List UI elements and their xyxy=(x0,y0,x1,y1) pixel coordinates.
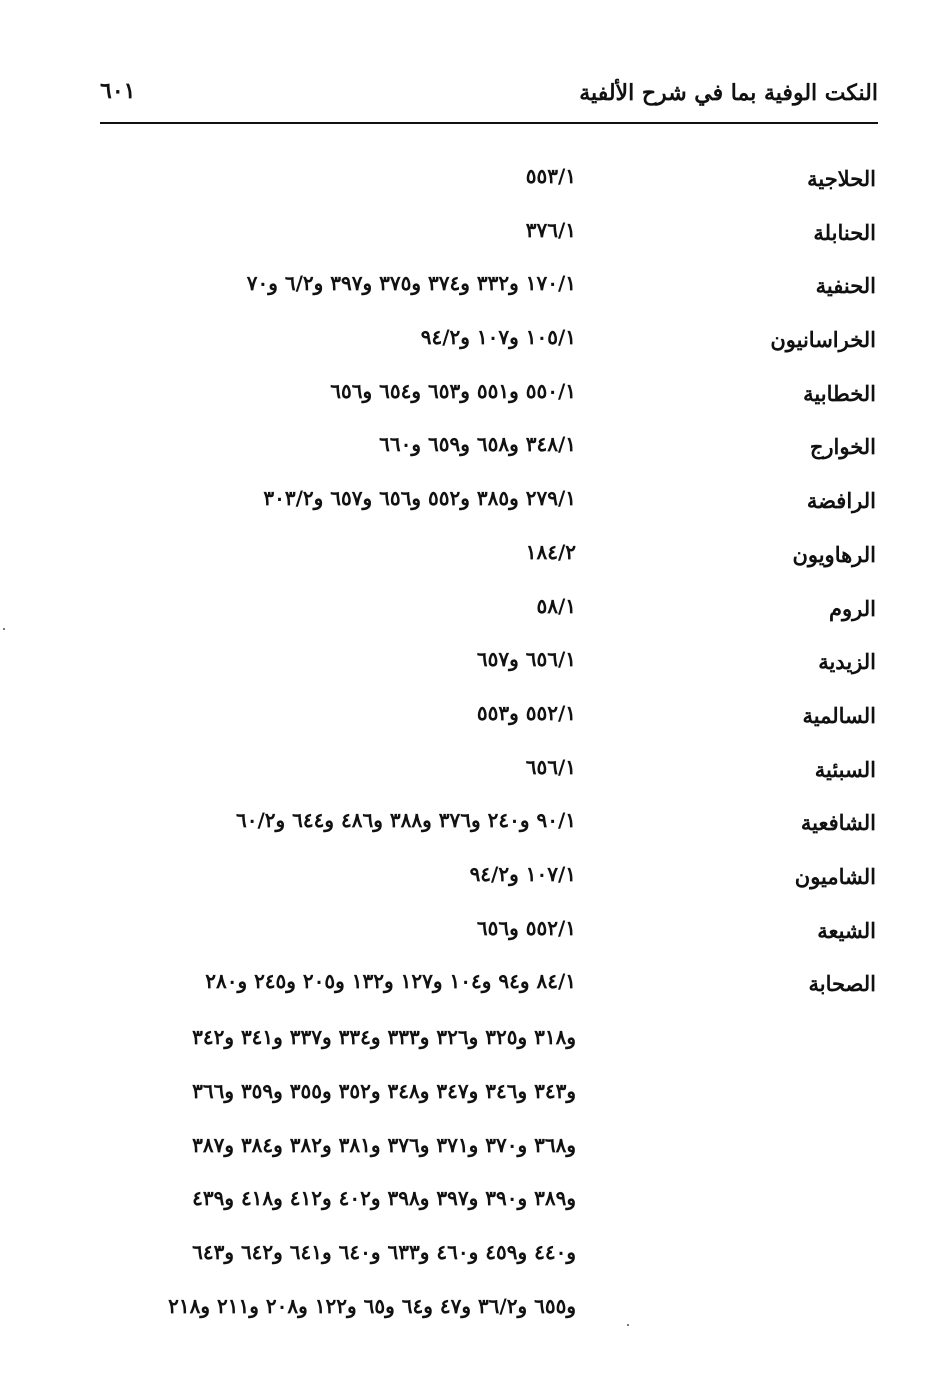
index-entry xyxy=(98,580,878,634)
index-refs: ٩٠/١ و٢٤٠ و٣٧٦ و٣٨٨ و٤٨٦ و٦٤٤ و٦٠/٢ xyxy=(236,808,576,833)
index-refs-continuation xyxy=(98,1009,878,1063)
index-term: السالمية xyxy=(802,702,876,728)
index-entry xyxy=(98,418,878,472)
scan-speck xyxy=(627,1324,629,1326)
index-refs: ٨٤/١ و٩٤ و١٠٤ و١٢٧ و١٣٢ و٢٠٥ و٢٤٥ و٢٨٠ xyxy=(205,969,576,994)
index-entry xyxy=(98,902,878,956)
index-refs-line: و٣٨٩ و٣٩٠ و٣٩٧ و٣٩٨ و٤٠٢ و٤١٢ و٤١٨ و٤٣٩ xyxy=(192,1186,576,1211)
index-entry xyxy=(98,687,878,741)
index-refs: ٥٥٣/١ xyxy=(525,164,576,188)
index-term: الصحابة xyxy=(808,971,876,997)
page-number: ٦٠١ xyxy=(100,78,136,104)
index-term: الحنفية xyxy=(815,273,876,299)
index-term: الشاميون xyxy=(794,863,876,889)
index-entry xyxy=(98,204,878,258)
running-title: النكت الوفية بما في شرح الألفية xyxy=(579,80,878,106)
index-refs: ٥٥٢/١ و٥٥٣ xyxy=(476,700,576,725)
index-entry xyxy=(98,794,878,848)
index-term: الحلاجية xyxy=(807,166,876,191)
index-entry xyxy=(98,257,878,311)
index-term: الرافضة xyxy=(806,488,876,514)
index-term: الحنابلة xyxy=(813,219,876,245)
page-header xyxy=(98,74,878,124)
index-refs: ١٠٧/١ و٩٤/٢ xyxy=(469,861,576,886)
index-refs-continuation xyxy=(98,1278,878,1332)
index-refs-continuation xyxy=(98,1063,878,1117)
index-term: الزيدية xyxy=(818,649,876,675)
index-refs: ٣٧٦/١ xyxy=(525,217,576,242)
index-term: الخوارج xyxy=(809,434,876,460)
index-entry xyxy=(98,848,878,902)
scan-speck xyxy=(3,628,5,630)
index-refs: ٥٥٠/١ و٥٥١ و٦٥٣ و٦٥٤ و٦٥٦ xyxy=(330,378,576,403)
index-list xyxy=(98,150,878,1332)
index-refs: ١٨٤/٢ xyxy=(525,539,576,564)
index-term: الرهاويون xyxy=(792,541,876,567)
index-refs-continuation xyxy=(98,1170,878,1224)
index-term: الخراسانيون xyxy=(770,327,876,353)
header-rule xyxy=(100,122,878,124)
index-entry xyxy=(98,955,878,1009)
index-refs-continuation xyxy=(98,1224,878,1278)
index-entry xyxy=(98,526,878,580)
index-entry xyxy=(98,633,878,687)
index-entry xyxy=(98,311,878,365)
index-entry xyxy=(98,472,878,526)
index-entry xyxy=(98,365,878,419)
index-entry xyxy=(98,150,878,204)
index-refs: ٥٥٢/١ و٦٥٦ xyxy=(476,915,576,940)
index-refs: ١٧٠/١ و٣٣٢ و٣٧٤ و٣٧٥ و٣٩٧ و٦/٢ و٧٠ xyxy=(246,271,576,296)
index-term: الخطابية xyxy=(803,380,876,406)
index-refs: ٦٥٦/١ xyxy=(525,754,576,779)
index-refs: ٢٧٩/١ و٣٨٥ و٥٥٢ و٦٥٦ و٦٥٧ و٣٠٣/٢ xyxy=(263,486,576,511)
index-refs: ١٠٥/١ و١٠٧ و٩٤/٢ xyxy=(420,325,576,350)
index-refs-line: و٦٥٥ و٣٦/٢ و٤٧ و٦٤ و٦٥ و١٢٢ و٢٠٨ و٢١١ و٢١٨ xyxy=(168,1293,576,1318)
index-refs-line: و٤٤٠ و٤٥٩ و٤٦٠ و٦٣٣ و٦٤٠ و٦٤١ و٦٤٢ و٦٤٣ xyxy=(192,1240,576,1265)
index-term: الشافعية xyxy=(800,810,876,836)
index-refs-continuation xyxy=(98,1117,878,1171)
index-term: السبئية xyxy=(814,756,876,782)
index-term: الشيعة xyxy=(817,917,876,943)
index-refs-line: و٣٦٨ و٣٧٠ و٣٧١ و٣٧٦ و٣٨١ و٣٨٢ و٣٨٤ و٣٨٧ xyxy=(192,1132,576,1157)
index-refs-line: و٣١٨ و٣٢٥ و٣٢٦ و٣٣٣ و٣٣٤ و٣٣٧ و٣٤١ و٣٤٢ xyxy=(192,1025,576,1049)
index-refs-line: و٣٤٣ و٣٤٦ و٣٤٧ و٣٤٨ و٣٥٢ و٣٥٥ و٣٥٩ و٣٦٦ xyxy=(192,1078,576,1103)
index-refs: ٦٥٦/١ و٦٥٧ xyxy=(476,647,576,672)
index-refs: ٣٤٨/١ و٦٥٨ و٦٥٩ و٦٦٠ xyxy=(379,432,576,457)
index-refs: ٥٨/١ xyxy=(536,593,576,618)
index-entry xyxy=(98,741,878,795)
index-term: الروم xyxy=(829,595,876,621)
